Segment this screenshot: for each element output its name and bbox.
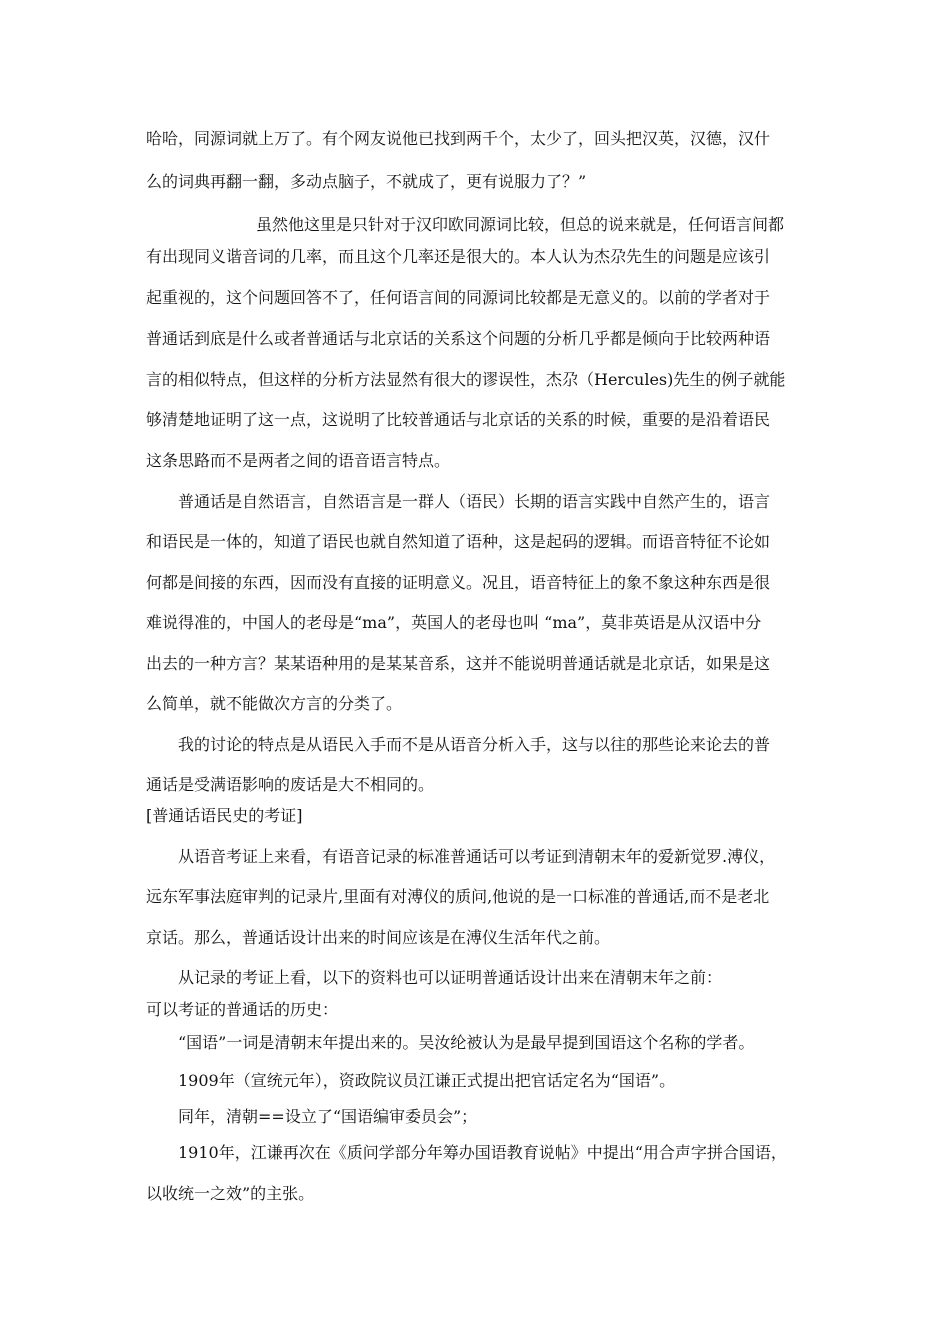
paragraph-line: 么简单，就不能做次方言的分类了。 [146, 694, 403, 713]
paragraph-line: 从语音考证上来看，有语音记录的标准普通话可以考证到清朝末年的爱新觉罗.溥仪， [178, 847, 776, 866]
paragraph-line: 可以考证的普通话的历史： [146, 1000, 339, 1019]
paragraph-line: 普通话到底是什么或者普通话与北京话的关系这个问题的分析几乎都是倾向于比较两种语 [146, 329, 771, 348]
paragraph-line: 普通话是自然语言，自然语言是一群人（语民）长期的语言实践中自然产生的，语言 [178, 492, 771, 511]
paragraph-line: 1910年，江谦再次在《质问学部分年筹办国语教育说帖》中提出“用合声字拼合国语， [178, 1143, 787, 1162]
paragraph-line: 难说得准的，中国人的老母是“ma”，英国人的老母也叫 “ma”，莫非英语是从汉语中分 [146, 613, 762, 632]
paragraph-line: 这条思路而不是两者之间的语音语言特点。 [146, 451, 451, 470]
paragraph-line: 京话。那么，普通话设计出来的时间应该是在溥仪生活年代之前。 [146, 928, 611, 947]
paragraph-line: 远东军事法庭审判的记录片,里面有对溥仪的质问,他说的是一口标准的普通话,而不是老北 [146, 887, 770, 906]
paragraph-line: 有出现同义谐音词的几率，而且这个几率还是很大的。本人认为杰尕先生的问题是应该引 [146, 247, 771, 266]
paragraph-line: 么的词典再翻一翻，多动点脑子，不就成了，更有说服力了？” [146, 172, 587, 191]
section-heading: [普通话语民史的考证] [146, 806, 303, 825]
paragraph-line: 从记录的考证上看，以下的资料也可以证明普通话设计出来在清朝末年之前： [178, 968, 723, 987]
paragraph-line: 哈哈，同源词就上万了。有个网友说他已找到两千个，太少了，回头把汉英，汉德，汉什 [146, 129, 771, 148]
paragraph-line: 出去的一种方言？某某语种用的是某某音系，这并不能说明普通话就是北京话，如果是这 [146, 654, 771, 673]
paragraph-line: 言的相似特点，但这样的分析方法显然有很大的谬误性，杰尕（Hercules)先生的例子就能 [146, 370, 786, 389]
paragraph-line: 同年，清朝==设立了“国语编审委员会”； [178, 1107, 478, 1126]
paragraph-line: 起重视的，这个问题回答不了，任何语言间的同源词比较都是无意义的。以前的学者对于 [146, 288, 771, 307]
paragraph-line: 和语民是一体的，知道了语民也就自然知道了语种，这是起码的逻辑。而语音特征不论如 [146, 532, 771, 551]
paragraph-line: 以收统一之效”的主张。 [146, 1184, 315, 1203]
paragraph-line: 够清楚地证明了这一点，这说明了比较普通话与北京话的关系的时候，重要的是沿着语民 [146, 410, 771, 429]
paragraph-line: 通话是受满语影响的废话是大不相同的。 [146, 775, 435, 794]
paragraph-line: 1909年（宣统元年），资政院议员江谦正式提出把官话定名为“国语”。 [178, 1071, 676, 1090]
paragraph-line: “国语”一词是清朝末年提出来的。吴汝纶被认为是最早提到国语这个名称的学者。 [178, 1033, 755, 1052]
paragraph-line: 何都是间接的东西，因而没有直接的证明意义。况且，语音特征上的象不象这种东西是很 [146, 573, 771, 592]
paragraph-line: 虽然他这里是只针对于汉印欧同源词比较，但总的说来就是，任何语言间都 [256, 215, 785, 234]
paragraph-line: 我的讨论的特点是从语民入手而不是从语音分析入手，这与以往的那些论来论去的普 [178, 735, 771, 754]
